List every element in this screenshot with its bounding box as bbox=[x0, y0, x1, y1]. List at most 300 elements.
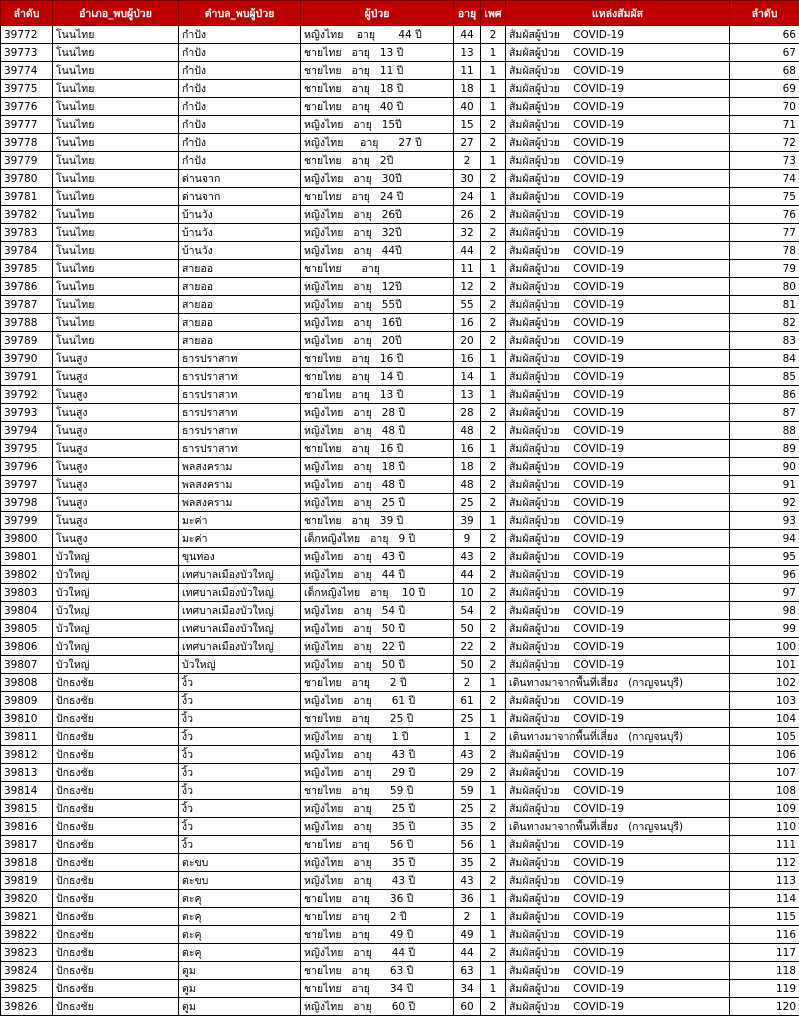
cell-patient: ชายไทย อายุ 2 ปี bbox=[301, 674, 454, 692]
cell-patient: ชายไทย อายุ 25 ปี bbox=[301, 710, 454, 728]
cell-sex: 2 bbox=[481, 206, 506, 224]
cell-source: สัมผัสผู้ป่วย COVID-19 bbox=[506, 584, 730, 602]
cell-source: สัมผัสผู้ป่วย COVID-19 bbox=[506, 890, 730, 908]
cell-id: 39801 bbox=[1, 548, 53, 566]
cell-patient: ชายไทย อายุ 11 ปี bbox=[301, 62, 454, 80]
cell-seq: 71 bbox=[730, 116, 799, 134]
cell-id: 39809 bbox=[1, 692, 53, 710]
cell-age: 20 bbox=[454, 332, 481, 350]
cell-subdistrict: ตูม bbox=[179, 980, 301, 998]
cell-source: เดินทางมาจากพื้นที่เสี่ยง (กาญจนบุรี) bbox=[506, 818, 730, 836]
cell-district: โนนสูง bbox=[53, 386, 179, 404]
table-row bbox=[1, 44, 799, 62]
cell-subdistrict: ธารปราสาท bbox=[179, 386, 301, 404]
cell-sex: 2 bbox=[481, 422, 506, 440]
cell-source: สัมผัสผู้ป่วย COVID-19 bbox=[506, 566, 730, 584]
cell-source: สัมผัสผู้ป่วย COVID-19 bbox=[506, 944, 730, 962]
cell-age: 39 bbox=[454, 512, 481, 530]
cell-subdistrict: บ้านวัง bbox=[179, 242, 301, 260]
cell-patient: หญิงไทย อายุ 28 ปี bbox=[301, 404, 454, 422]
cell-source: สัมผัสผู้ป่วย COVID-19 bbox=[506, 710, 730, 728]
cell-sex: 1 bbox=[481, 512, 506, 530]
table-row bbox=[1, 98, 799, 116]
cell-patient: หญิงไทย อายุ 27 ปี bbox=[301, 134, 454, 152]
cell-source: สัมผัสผู้ป่วย COVID-19 bbox=[506, 764, 730, 782]
cell-district: โนนไทย bbox=[53, 62, 179, 80]
cell-district: ปักธงชัย bbox=[53, 980, 179, 998]
cell-source: สัมผัสผู้ป่วย COVID-19 bbox=[506, 26, 730, 44]
cell-sex: 2 bbox=[481, 656, 506, 674]
cell-subdistrict: งิ้ว bbox=[179, 728, 301, 746]
header-subdistrict: ตำบล_พบผู้ป่วย bbox=[179, 1, 301, 26]
table-row bbox=[1, 368, 799, 386]
cell-id: 39783 bbox=[1, 224, 53, 242]
cell-seq: 105 bbox=[730, 728, 799, 746]
cell-id: 39776 bbox=[1, 98, 53, 116]
cell-patient: หญิงไทย อายุ 29 ปี bbox=[301, 764, 454, 782]
cell-district: ปักธงชัย bbox=[53, 728, 179, 746]
cell-district: โนนสูง bbox=[53, 476, 179, 494]
cell-subdistrict: บัวใหญ่ bbox=[179, 656, 301, 674]
cell-age: 29 bbox=[454, 764, 481, 782]
cell-sex: 2 bbox=[481, 764, 506, 782]
cell-age: 15 bbox=[454, 116, 481, 134]
cell-id: 39823 bbox=[1, 944, 53, 962]
cell-age: 54 bbox=[454, 602, 481, 620]
cell-patient: หญิงไทย อายุ 50 ปี bbox=[301, 656, 454, 674]
cell-id: 39788 bbox=[1, 314, 53, 332]
cell-id: 39803 bbox=[1, 584, 53, 602]
cell-patient: หญิงไทย อายุ 30ปี bbox=[301, 170, 454, 188]
table-row bbox=[1, 80, 799, 98]
cell-seq: 99 bbox=[730, 620, 799, 638]
cell-age: 32 bbox=[454, 224, 481, 242]
cell-patient: หญิงไทย อายุ 44 ปี bbox=[301, 944, 454, 962]
cell-age: 43 bbox=[454, 548, 481, 566]
cell-id: 39785 bbox=[1, 260, 53, 278]
header-seq: ลำดับ bbox=[730, 1, 799, 26]
cell-id: 39780 bbox=[1, 170, 53, 188]
cell-seq: 106 bbox=[730, 746, 799, 764]
cell-subdistrict: ตะคุ bbox=[179, 944, 301, 962]
cell-subdistrict: กำปัง bbox=[179, 116, 301, 134]
cell-subdistrict: สายออ bbox=[179, 260, 301, 278]
cell-source: สัมผัสผู้ป่วย COVID-19 bbox=[506, 296, 730, 314]
cell-district: ปักธงชัย bbox=[53, 890, 179, 908]
cell-source: สัมผัสผู้ป่วย COVID-19 bbox=[506, 692, 730, 710]
cell-age: 35 bbox=[454, 854, 481, 872]
cell-source: สัมผัสผู้ป่วย COVID-19 bbox=[506, 512, 730, 530]
cell-seq: 85 bbox=[730, 368, 799, 386]
cell-subdistrict: พลสงคราม bbox=[179, 458, 301, 476]
cell-patient: หญิงไทย อายุ 25 ปี bbox=[301, 800, 454, 818]
table-row bbox=[1, 674, 799, 692]
cell-id: 39824 bbox=[1, 962, 53, 980]
cell-district: โนนไทย bbox=[53, 98, 179, 116]
cell-patient: หญิงไทย อายุ 25 ปี bbox=[301, 494, 454, 512]
cell-district: โนนไทย bbox=[53, 332, 179, 350]
cell-patient: ชายไทย อายุ 13 ปี bbox=[301, 386, 454, 404]
cell-district: ปักธงชัย bbox=[53, 926, 179, 944]
cell-sex: 2 bbox=[481, 476, 506, 494]
cell-sex: 2 bbox=[481, 242, 506, 260]
cell-subdistrict: บ้านวัง bbox=[179, 224, 301, 242]
cell-patient: ชายไทย อายุ 39 ปี bbox=[301, 512, 454, 530]
cell-district: โนนไทย bbox=[53, 152, 179, 170]
cell-source: สัมผัสผู้ป่วย COVID-19 bbox=[506, 368, 730, 386]
cell-sex: 2 bbox=[481, 494, 506, 512]
cell-subdistrict: สายออ bbox=[179, 314, 301, 332]
cell-id: 39821 bbox=[1, 908, 53, 926]
table-row bbox=[1, 872, 799, 890]
table-row bbox=[1, 224, 799, 242]
cell-sex: 2 bbox=[481, 800, 506, 818]
cell-age: 50 bbox=[454, 620, 481, 638]
table-row bbox=[1, 656, 799, 674]
cell-subdistrict: เทศบาลเมืองบัวใหญ่ bbox=[179, 566, 301, 584]
cell-source: สัมผัสผู้ป่วย COVID-19 bbox=[506, 62, 730, 80]
cell-patient: ชายไทย อายุ 63 ปี bbox=[301, 962, 454, 980]
cell-id: 39807 bbox=[1, 656, 53, 674]
cell-sex: 1 bbox=[481, 710, 506, 728]
cell-sex: 1 bbox=[481, 926, 506, 944]
cell-subdistrict: สายออ bbox=[179, 332, 301, 350]
cell-age: 27 bbox=[454, 134, 481, 152]
cell-sex: 2 bbox=[481, 404, 506, 422]
cell-source: สัมผัสผู้ป่วย COVID-19 bbox=[506, 404, 730, 422]
cell-seq: 82 bbox=[730, 314, 799, 332]
cell-patient: ชายไทย อายุ 16 ปี bbox=[301, 350, 454, 368]
cell-id: 39804 bbox=[1, 602, 53, 620]
cell-source: สัมผัสผู้ป่วย COVID-19 bbox=[506, 134, 730, 152]
cell-seq: 103 bbox=[730, 692, 799, 710]
cell-patient: ชายไทย อายุ 40 ปี bbox=[301, 98, 454, 116]
cell-patient: หญิงไทย อายุ 44 ปี bbox=[301, 26, 454, 44]
cell-id: 39798 bbox=[1, 494, 53, 512]
cell-sex: 2 bbox=[481, 620, 506, 638]
cell-id: 39800 bbox=[1, 530, 53, 548]
cell-sex: 1 bbox=[481, 836, 506, 854]
cell-subdistrict: ธารปราสาท bbox=[179, 422, 301, 440]
cell-district: โนนไทย bbox=[53, 242, 179, 260]
cell-seq: 86 bbox=[730, 386, 799, 404]
cell-district: โนนไทย bbox=[53, 278, 179, 296]
cell-subdistrict: กำปัง bbox=[179, 80, 301, 98]
cell-id: 39816 bbox=[1, 818, 53, 836]
cell-patient: หญิงไทย อายุ 1 ปี bbox=[301, 728, 454, 746]
table-row bbox=[1, 620, 799, 638]
cell-patient: ชายไทย อายุ 59 ปี bbox=[301, 782, 454, 800]
cell-subdistrict: มะค่า bbox=[179, 530, 301, 548]
table-row bbox=[1, 584, 799, 602]
cell-age: 44 bbox=[454, 944, 481, 962]
cell-source: สัมผัสผู้ป่วย COVID-19 bbox=[506, 152, 730, 170]
cell-district: โนนสูง bbox=[53, 422, 179, 440]
table-row bbox=[1, 944, 799, 962]
cell-district: โนนไทย bbox=[53, 170, 179, 188]
cell-sex: 2 bbox=[481, 134, 506, 152]
table-row bbox=[1, 458, 799, 476]
table-row bbox=[1, 908, 799, 926]
cell-seq: 119 bbox=[730, 980, 799, 998]
cell-source: สัมผัสผู้ป่วย COVID-19 bbox=[506, 386, 730, 404]
cell-patient: หญิงไทย อายุ 60 ปี bbox=[301, 998, 454, 1016]
cell-source: สัมผัสผู้ป่วย COVID-19 bbox=[506, 44, 730, 62]
cell-id: 39822 bbox=[1, 926, 53, 944]
cell-patient: เด็กหญิงไทย อายุ 9 ปี bbox=[301, 530, 454, 548]
cell-age: 13 bbox=[454, 44, 481, 62]
cell-sex: 1 bbox=[481, 674, 506, 692]
cell-subdistrict: กำปัง bbox=[179, 98, 301, 116]
cell-subdistrict: งิ้ว bbox=[179, 818, 301, 836]
cell-district: โนนไทย bbox=[53, 314, 179, 332]
cell-age: 25 bbox=[454, 710, 481, 728]
cell-id: 39784 bbox=[1, 242, 53, 260]
header-row bbox=[1, 1, 799, 26]
cell-source: สัมผัสผู้ป่วย COVID-19 bbox=[506, 620, 730, 638]
cell-source: สัมผัสผู้ป่วย COVID-19 bbox=[506, 422, 730, 440]
table-row bbox=[1, 26, 799, 44]
cell-seq: 76 bbox=[730, 206, 799, 224]
cell-age: 2 bbox=[454, 152, 481, 170]
table-row bbox=[1, 818, 799, 836]
cell-subdistrict: เทศบาลเมืองบัวใหญ่ bbox=[179, 620, 301, 638]
table-row bbox=[1, 512, 799, 530]
cell-subdistrict: ธารปราสาท bbox=[179, 440, 301, 458]
cell-district: โนนสูง bbox=[53, 368, 179, 386]
cell-seq: 78 bbox=[730, 242, 799, 260]
cell-patient: หญิงไทย อายุ 35 ปี bbox=[301, 818, 454, 836]
cell-patient: หญิงไทย อายุ 18 ปี bbox=[301, 458, 454, 476]
cell-seq: 118 bbox=[730, 962, 799, 980]
header-age: อายุ bbox=[454, 1, 481, 26]
table-row bbox=[1, 836, 799, 854]
cell-subdistrict: ตะคุ bbox=[179, 890, 301, 908]
cell-sex: 2 bbox=[481, 818, 506, 836]
cell-district: บัวใหญ่ bbox=[53, 584, 179, 602]
cell-seq: 98 bbox=[730, 602, 799, 620]
cell-id: 39779 bbox=[1, 152, 53, 170]
cell-sex: 2 bbox=[481, 944, 506, 962]
cell-seq: 74 bbox=[730, 170, 799, 188]
cell-sex: 2 bbox=[481, 26, 506, 44]
cell-subdistrict: ขุนทอง bbox=[179, 548, 301, 566]
cell-district: ปักธงชัย bbox=[53, 800, 179, 818]
cell-source: สัมผัสผู้ป่วย COVID-19 bbox=[506, 440, 730, 458]
cell-subdistrict: สายออ bbox=[179, 296, 301, 314]
cell-district: ปักธงชัย bbox=[53, 782, 179, 800]
cell-district: ปักธงชัย bbox=[53, 998, 179, 1016]
cell-seq: 87 bbox=[730, 404, 799, 422]
table-row bbox=[1, 278, 799, 296]
table-row bbox=[1, 566, 799, 584]
cell-district: บัวใหญ่ bbox=[53, 656, 179, 674]
cell-district: ปักธงชัย bbox=[53, 962, 179, 980]
cell-seq: 112 bbox=[730, 854, 799, 872]
table-row bbox=[1, 962, 799, 980]
cell-subdistrict: กำปัง bbox=[179, 44, 301, 62]
cell-source: สัมผัสผู้ป่วย COVID-19 bbox=[506, 908, 730, 926]
cell-sex: 1 bbox=[481, 62, 506, 80]
table-row bbox=[1, 548, 799, 566]
cell-age: 1 bbox=[454, 728, 481, 746]
cell-patient: เด็กหญิงไทย อายุ 10 ปี bbox=[301, 584, 454, 602]
cell-sex: 2 bbox=[481, 116, 506, 134]
table-row bbox=[1, 782, 799, 800]
cell-sex: 1 bbox=[481, 98, 506, 116]
cell-district: โนนไทย bbox=[53, 188, 179, 206]
table-row bbox=[1, 692, 799, 710]
cell-seq: 83 bbox=[730, 332, 799, 350]
cell-id: 39774 bbox=[1, 62, 53, 80]
cell-age: 30 bbox=[454, 170, 481, 188]
cell-subdistrict: ด่านจาก bbox=[179, 188, 301, 206]
cell-source: สัมผัสผู้ป่วย COVID-19 bbox=[506, 224, 730, 242]
cell-id: 39811 bbox=[1, 728, 53, 746]
table-row bbox=[1, 476, 799, 494]
cell-patient: หญิงไทย อายุ 20ปี bbox=[301, 332, 454, 350]
cell-sex: 1 bbox=[481, 980, 506, 998]
cell-source: สัมผัสผู้ป่วย COVID-19 bbox=[506, 260, 730, 278]
cell-id: 39786 bbox=[1, 278, 53, 296]
cell-patient: หญิงไทย อายุ 61 ปี bbox=[301, 692, 454, 710]
cell-source: สัมผัสผู้ป่วย COVID-19 bbox=[506, 314, 730, 332]
cell-source: สัมผัสผู้ป่วย COVID-19 bbox=[506, 926, 730, 944]
cell-id: 39806 bbox=[1, 638, 53, 656]
cell-seq: 100 bbox=[730, 638, 799, 656]
cell-age: 9 bbox=[454, 530, 481, 548]
cell-patient: หญิงไทย อายุ 43 ปี bbox=[301, 548, 454, 566]
cell-age: 63 bbox=[454, 962, 481, 980]
cell-subdistrict: งิ้ว bbox=[179, 710, 301, 728]
table-row bbox=[1, 728, 799, 746]
cell-seq: 72 bbox=[730, 134, 799, 152]
cell-seq: 114 bbox=[730, 890, 799, 908]
cell-age: 59 bbox=[454, 782, 481, 800]
cell-patient: ชายไทย อายุ 16 ปี bbox=[301, 440, 454, 458]
cell-district: โนนไทย bbox=[53, 134, 179, 152]
cell-sex: 2 bbox=[481, 170, 506, 188]
cell-patient: หญิงไทย อายุ 54 ปี bbox=[301, 602, 454, 620]
cell-age: 44 bbox=[454, 566, 481, 584]
cell-district: โนนสูง bbox=[53, 350, 179, 368]
cell-district: ปักธงชัย bbox=[53, 710, 179, 728]
cell-age: 18 bbox=[454, 458, 481, 476]
cell-district: ปักธงชัย bbox=[53, 818, 179, 836]
cell-age: 44 bbox=[454, 242, 481, 260]
cell-source: สัมผัสผู้ป่วย COVID-19 bbox=[506, 800, 730, 818]
cell-patient: หญิงไทย อายุ 22 ปี bbox=[301, 638, 454, 656]
cell-age: 25 bbox=[454, 494, 481, 512]
cell-id: 39790 bbox=[1, 350, 53, 368]
cell-sex: 1 bbox=[481, 782, 506, 800]
cell-id: 39778 bbox=[1, 134, 53, 152]
cell-sex: 2 bbox=[481, 278, 506, 296]
table-row bbox=[1, 710, 799, 728]
cell-subdistrict: มะค่า bbox=[179, 512, 301, 530]
cell-age: 56 bbox=[454, 836, 481, 854]
cell-source: สัมผัสผู้ป่วย COVID-19 bbox=[506, 602, 730, 620]
cell-seq: 90 bbox=[730, 458, 799, 476]
cell-id: 39814 bbox=[1, 782, 53, 800]
cell-source: สัมผัสผู้ป่วย COVID-19 bbox=[506, 242, 730, 260]
cell-district: โนนไทย bbox=[53, 26, 179, 44]
cell-source: เดินทางมาจากพื้นที่เสี่ยง (กาญจนบุรี) bbox=[506, 674, 730, 692]
cell-id: 39805 bbox=[1, 620, 53, 638]
table-row bbox=[1, 746, 799, 764]
cell-patient: ชายไทย อายุ 13 ปี bbox=[301, 44, 454, 62]
cell-district: โนนไทย bbox=[53, 80, 179, 98]
cell-id: 39775 bbox=[1, 80, 53, 98]
cell-patient: หญิงไทย อายุ 43 ปี bbox=[301, 746, 454, 764]
cell-seq: 116 bbox=[730, 926, 799, 944]
cell-district: โนนไทย bbox=[53, 116, 179, 134]
cell-id: 39825 bbox=[1, 980, 53, 998]
cell-seq: 101 bbox=[730, 656, 799, 674]
table-row bbox=[1, 134, 799, 152]
table-row bbox=[1, 296, 799, 314]
cell-district: โนนไทย bbox=[53, 224, 179, 242]
cell-subdistrict: งิ้ว bbox=[179, 764, 301, 782]
table-row bbox=[1, 422, 799, 440]
table-row bbox=[1, 206, 799, 224]
cell-age: 10 bbox=[454, 584, 481, 602]
cell-age: 24 bbox=[454, 188, 481, 206]
table-row bbox=[1, 800, 799, 818]
cell-id: 39791 bbox=[1, 368, 53, 386]
cell-seq: 111 bbox=[730, 836, 799, 854]
cell-source: สัมผัสผู้ป่วย COVID-19 bbox=[506, 350, 730, 368]
cell-id: 39797 bbox=[1, 476, 53, 494]
cell-seq: 95 bbox=[730, 548, 799, 566]
cell-sex: 2 bbox=[481, 458, 506, 476]
cell-patient: หญิงไทย อายุ 15ปี bbox=[301, 116, 454, 134]
cell-seq: 109 bbox=[730, 800, 799, 818]
cell-sex: 2 bbox=[481, 998, 506, 1016]
cell-age: 40 bbox=[454, 98, 481, 116]
cell-id: 39781 bbox=[1, 188, 53, 206]
cell-sex: 2 bbox=[481, 602, 506, 620]
cell-age: 16 bbox=[454, 350, 481, 368]
cell-source: สัมผัสผู้ป่วย COVID-19 bbox=[506, 80, 730, 98]
cell-sex: 1 bbox=[481, 440, 506, 458]
cell-source: สัมผัสผู้ป่วย COVID-19 bbox=[506, 980, 730, 998]
cell-seq: 113 bbox=[730, 872, 799, 890]
cell-seq: 104 bbox=[730, 710, 799, 728]
cell-patient: ชายไทย อายุ 56 ปี bbox=[301, 836, 454, 854]
cell-id: 39773 bbox=[1, 44, 53, 62]
cell-patient: หญิงไทย อายุ 35 ปี bbox=[301, 854, 454, 872]
cell-subdistrict: งิ้ว bbox=[179, 782, 301, 800]
table-row bbox=[1, 242, 799, 260]
cell-district: โนนไทย bbox=[53, 260, 179, 278]
cell-id: 39787 bbox=[1, 296, 53, 314]
cell-sex: 2 bbox=[481, 332, 506, 350]
table-body bbox=[1, 26, 799, 1016]
table-row bbox=[1, 350, 799, 368]
cell-source: สัมผัสผู้ป่วย COVID-19 bbox=[506, 206, 730, 224]
cell-source: สัมผัสผู้ป่วย COVID-19 bbox=[506, 746, 730, 764]
cell-subdistrict: ธารปราสาท bbox=[179, 350, 301, 368]
cell-seq: 73 bbox=[730, 152, 799, 170]
cell-sex: 2 bbox=[481, 692, 506, 710]
cell-sex: 2 bbox=[481, 314, 506, 332]
cell-age: 2 bbox=[454, 674, 481, 692]
cell-district: โนนสูง bbox=[53, 458, 179, 476]
cell-seq: 75 bbox=[730, 188, 799, 206]
cell-seq: 108 bbox=[730, 782, 799, 800]
cell-district: ปักธงชัย bbox=[53, 944, 179, 962]
